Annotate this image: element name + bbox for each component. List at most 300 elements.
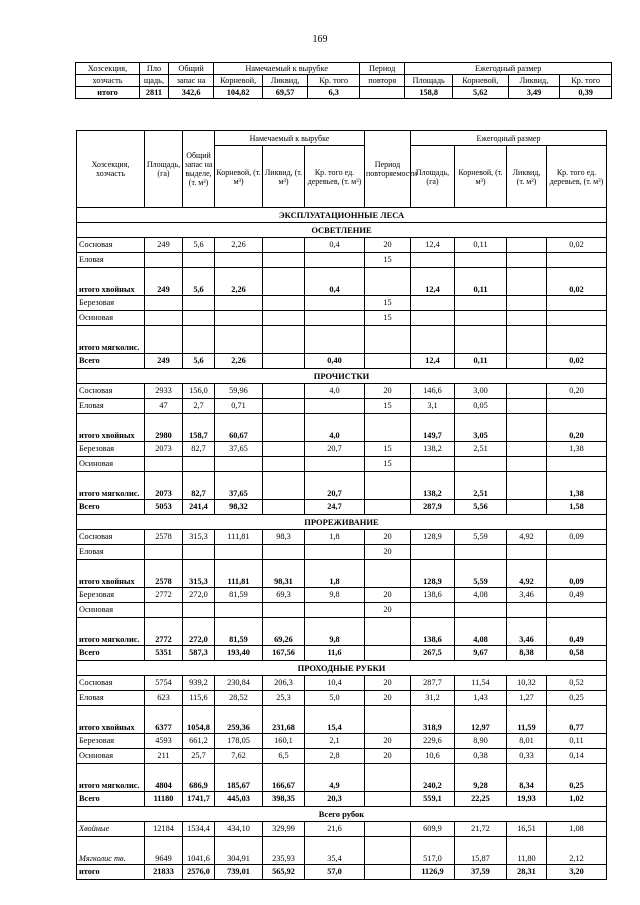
table-cell: 166,67 bbox=[263, 764, 305, 792]
table-cell: 206,3 bbox=[263, 676, 305, 691]
table-cell: 20 bbox=[365, 238, 411, 253]
h-area: Площадь, (га) bbox=[145, 131, 183, 208]
table-cell bbox=[215, 296, 263, 311]
table-cell bbox=[365, 472, 411, 500]
top-h2-single: Кр. того bbox=[308, 75, 360, 87]
table-cell: 2,26 bbox=[215, 354, 263, 369]
table-cell: 25,3 bbox=[263, 691, 305, 706]
table-cell: 0,02 bbox=[547, 238, 607, 253]
table-cell: 12,97 bbox=[455, 706, 507, 734]
section-header-row bbox=[77, 515, 607, 530]
top-h2-period: повторя bbox=[359, 75, 404, 87]
table-cell bbox=[365, 326, 411, 354]
h-total-stock: Общий запас на выделе, (т. м³) bbox=[183, 131, 215, 208]
table-cell: 2,8 bbox=[305, 749, 365, 764]
table-cell: 0,33 bbox=[507, 749, 547, 764]
table-cell bbox=[365, 414, 411, 442]
table-row bbox=[77, 822, 607, 837]
table-cell bbox=[183, 457, 215, 472]
table-cell bbox=[411, 545, 455, 560]
table-cell: 2,51 bbox=[455, 442, 507, 457]
table-cell: 111,81 bbox=[215, 560, 263, 588]
table-cell: 21,72 bbox=[455, 822, 507, 837]
table-cell bbox=[305, 326, 365, 354]
table-cell: 3,00 bbox=[455, 384, 507, 399]
row-label: Березовая bbox=[77, 734, 145, 749]
table-cell bbox=[183, 545, 215, 560]
table-cell bbox=[411, 311, 455, 326]
table-row bbox=[77, 354, 607, 369]
table-cell: 249 bbox=[145, 354, 183, 369]
main-header-row-1 bbox=[77, 131, 607, 146]
row-label: итого мягколис. bbox=[77, 764, 145, 792]
table-cell: 272,0 bbox=[183, 588, 215, 603]
table-cell bbox=[215, 311, 263, 326]
table-cell bbox=[305, 545, 365, 560]
table-cell: 5,6 bbox=[183, 238, 215, 253]
table-row bbox=[77, 837, 607, 865]
table-cell: 1,43 bbox=[455, 691, 507, 706]
table-row bbox=[77, 676, 607, 691]
table-cell: 2578 bbox=[145, 560, 183, 588]
table-cell bbox=[263, 354, 305, 369]
table-cell bbox=[263, 442, 305, 457]
section-header-row bbox=[77, 223, 607, 238]
table-cell: 5,59 bbox=[455, 530, 507, 545]
table-cell bbox=[507, 326, 547, 354]
table-cell: 249 bbox=[145, 238, 183, 253]
table-row bbox=[77, 865, 607, 880]
table-cell bbox=[263, 238, 305, 253]
table-cell: 2073 bbox=[145, 442, 183, 457]
table-cell: 304,91 bbox=[215, 837, 263, 865]
top-h2-hozchast: хозчасть bbox=[76, 75, 140, 87]
table-cell bbox=[263, 296, 305, 311]
table-cell: 20 bbox=[365, 545, 411, 560]
table-cell: 2933 bbox=[145, 384, 183, 399]
table-cell bbox=[547, 603, 607, 618]
row-label: Еловая bbox=[77, 399, 145, 414]
table-cell: 4,0 bbox=[305, 414, 365, 442]
h-annual-area: Площадь, (га) bbox=[411, 146, 455, 208]
section-header-row bbox=[77, 661, 607, 676]
table-cell: 0,49 bbox=[547, 588, 607, 603]
row-label: Еловая bbox=[77, 253, 145, 268]
table-cell: 60,67 bbox=[215, 414, 263, 442]
table-cell bbox=[183, 326, 215, 354]
table-cell: 2578 bbox=[145, 530, 183, 545]
table-cell: 517,0 bbox=[411, 837, 455, 865]
table-cell bbox=[547, 296, 607, 311]
top-total-cell: итого bbox=[76, 87, 140, 99]
table-cell bbox=[183, 311, 215, 326]
table-cell bbox=[455, 603, 507, 618]
table-row bbox=[77, 253, 607, 268]
table-row bbox=[77, 268, 607, 296]
row-label: итого хвойных bbox=[77, 268, 145, 296]
table-row bbox=[77, 706, 607, 734]
table-cell: 1041,6 bbox=[183, 837, 215, 865]
h-liquid: Ликвид, (т. м³) bbox=[263, 146, 305, 208]
table-cell: 15 bbox=[365, 399, 411, 414]
table-cell: 0,52 bbox=[547, 676, 607, 691]
table-cell: 4804 bbox=[145, 764, 183, 792]
top-total-cell: 104,82 bbox=[214, 87, 263, 99]
table-cell: 37,59 bbox=[455, 865, 507, 880]
table-row bbox=[77, 560, 607, 588]
table-cell: 20 bbox=[365, 530, 411, 545]
table-cell: 3,46 bbox=[507, 588, 547, 603]
table-cell bbox=[183, 603, 215, 618]
table-cell bbox=[263, 545, 305, 560]
table-cell bbox=[455, 457, 507, 472]
table-cell bbox=[305, 457, 365, 472]
table-cell bbox=[507, 399, 547, 414]
table-row bbox=[77, 691, 607, 706]
table-cell: 565,92 bbox=[263, 865, 305, 880]
top-h-annual: Ежегодный размер bbox=[405, 63, 612, 75]
table-cell: 2,7 bbox=[183, 399, 215, 414]
forest-harvest-table bbox=[76, 130, 607, 880]
row-label: итого bbox=[77, 865, 145, 880]
table-cell: 0,09 bbox=[547, 530, 607, 545]
table-row bbox=[77, 500, 607, 515]
table-cell: 1534,4 bbox=[183, 822, 215, 837]
table-cell: 235,93 bbox=[263, 837, 305, 865]
table-cell: 193,40 bbox=[215, 646, 263, 661]
table-cell: 158,7 bbox=[183, 414, 215, 442]
h-annual-group: Ежегодный размер bbox=[411, 131, 607, 146]
table-cell bbox=[547, 253, 607, 268]
h-planned-group: Намечаемый к вырубке bbox=[215, 131, 365, 146]
table-cell: 11,59 bbox=[507, 706, 547, 734]
table-row bbox=[77, 749, 607, 764]
table-cell bbox=[365, 792, 411, 807]
table-cell: 2,1 bbox=[305, 734, 365, 749]
table-cell: 0,20 bbox=[547, 414, 607, 442]
table-cell: 0,05 bbox=[455, 399, 507, 414]
table-cell bbox=[507, 442, 547, 457]
table-cell bbox=[507, 311, 547, 326]
table-cell bbox=[507, 457, 547, 472]
table-cell bbox=[547, 311, 607, 326]
table-cell bbox=[305, 603, 365, 618]
table-cell bbox=[547, 326, 607, 354]
table-cell: 3,20 bbox=[547, 865, 607, 880]
table-cell: 5053 bbox=[145, 500, 183, 515]
table-cell bbox=[263, 603, 305, 618]
table-cell: 318,9 bbox=[411, 706, 455, 734]
table-cell: 1,8 bbox=[305, 530, 365, 545]
table-cell: 20 bbox=[365, 384, 411, 399]
table-cell bbox=[305, 296, 365, 311]
table-cell: 20,7 bbox=[305, 472, 365, 500]
table-cell: 1,02 bbox=[547, 792, 607, 807]
table-cell: 15,4 bbox=[305, 706, 365, 734]
table-cell: 287,9 bbox=[411, 500, 455, 515]
table-cell bbox=[365, 764, 411, 792]
table-cell: 146,6 bbox=[411, 384, 455, 399]
row-label: Сосновая bbox=[77, 676, 145, 691]
table-cell: 31,2 bbox=[411, 691, 455, 706]
table-cell bbox=[263, 384, 305, 399]
table-cell: 111,81 bbox=[215, 530, 263, 545]
table-cell bbox=[183, 253, 215, 268]
table-cell: 5,6 bbox=[183, 354, 215, 369]
top-h2-stock: запас на bbox=[168, 75, 213, 87]
row-label: Осиновая bbox=[77, 311, 145, 326]
table-row bbox=[77, 472, 607, 500]
table-cell bbox=[305, 253, 365, 268]
table-cell: 98,3 bbox=[263, 530, 305, 545]
table-cell: 2073 bbox=[145, 472, 183, 500]
table-cell: 11180 bbox=[145, 792, 183, 807]
table-cell: 5,56 bbox=[455, 500, 507, 515]
table-cell: 82,7 bbox=[183, 442, 215, 457]
table-cell: 1,38 bbox=[547, 472, 607, 500]
row-label: Осиновая bbox=[77, 749, 145, 764]
table-cell: 5,59 bbox=[455, 560, 507, 588]
table-cell bbox=[547, 545, 607, 560]
row-label: Всего bbox=[77, 354, 145, 369]
table-row bbox=[77, 384, 607, 399]
table-cell: 8,38 bbox=[507, 646, 547, 661]
table-cell bbox=[507, 238, 547, 253]
table-cell bbox=[507, 296, 547, 311]
table-cell: 0,02 bbox=[547, 354, 607, 369]
h-annual-root: Корневой, (т. м³) bbox=[455, 146, 507, 208]
table-cell: 272,0 bbox=[183, 618, 215, 646]
table-cell: 47 bbox=[145, 399, 183, 414]
table-cell bbox=[145, 603, 183, 618]
table-cell bbox=[365, 706, 411, 734]
top-total-cell: 3,49 bbox=[508, 87, 560, 99]
table-cell: 167,56 bbox=[263, 646, 305, 661]
table-cell bbox=[411, 296, 455, 311]
table-cell: 4,92 bbox=[507, 530, 547, 545]
row-label: Мягколис тв. bbox=[77, 837, 145, 865]
table-cell: 20 bbox=[365, 588, 411, 603]
continuation-table bbox=[75, 62, 612, 99]
table-cell: 1741,7 bbox=[183, 792, 215, 807]
table-cell: 2772 bbox=[145, 588, 183, 603]
table-cell: 9,67 bbox=[455, 646, 507, 661]
row-label: итого хвойных bbox=[77, 560, 145, 588]
table-cell bbox=[507, 268, 547, 296]
table-cell: 20 bbox=[365, 676, 411, 691]
table-cell bbox=[455, 545, 507, 560]
table-cell: 0,20 bbox=[547, 384, 607, 399]
row-label: Осиновая bbox=[77, 457, 145, 472]
top-h-area: Пло bbox=[140, 63, 169, 75]
table-cell: 0,4 bbox=[305, 268, 365, 296]
h-annual-single: Кр. того ед. деревьев, (т. м³) bbox=[547, 146, 607, 208]
table-cell: 5754 bbox=[145, 676, 183, 691]
table-cell: 0,09 bbox=[547, 560, 607, 588]
table-row bbox=[77, 442, 607, 457]
section-title: ПРОХОДНЫЕ РУБКИ bbox=[77, 661, 607, 676]
table-cell bbox=[411, 326, 455, 354]
table-cell: 2772 bbox=[145, 618, 183, 646]
table-cell: 686,9 bbox=[183, 764, 215, 792]
table-cell bbox=[263, 268, 305, 296]
table-cell bbox=[263, 326, 305, 354]
table-cell: 156,0 bbox=[183, 384, 215, 399]
table-cell bbox=[507, 414, 547, 442]
table-cell bbox=[365, 500, 411, 515]
table-cell: 98,32 bbox=[215, 500, 263, 515]
table-cell: 81,59 bbox=[215, 588, 263, 603]
table-cell: 20 bbox=[365, 691, 411, 706]
table-cell: 2980 bbox=[145, 414, 183, 442]
row-label: Всего bbox=[77, 646, 145, 661]
table-cell bbox=[365, 837, 411, 865]
table-cell: 0,4 bbox=[305, 238, 365, 253]
section-title: ПРОРЕЖИВАНИЕ bbox=[77, 515, 607, 530]
table-row bbox=[77, 792, 607, 807]
table-cell bbox=[507, 603, 547, 618]
table-cell: 138,2 bbox=[411, 442, 455, 457]
top-header-row-2 bbox=[76, 75, 612, 87]
table-cell: 12,4 bbox=[411, 238, 455, 253]
table-cell: 20 bbox=[365, 603, 411, 618]
table-cell: 1,08 bbox=[547, 822, 607, 837]
table-cell: 12,4 bbox=[411, 354, 455, 369]
table-cell: 20 bbox=[365, 734, 411, 749]
table-row bbox=[77, 457, 607, 472]
top-header-row-1 bbox=[76, 63, 612, 75]
table-cell: 287,7 bbox=[411, 676, 455, 691]
table-cell: 315,3 bbox=[183, 530, 215, 545]
table-cell: 231,68 bbox=[263, 706, 305, 734]
row-label: Сосновая bbox=[77, 238, 145, 253]
table-cell: 11,54 bbox=[455, 676, 507, 691]
table-cell: 149,7 bbox=[411, 414, 455, 442]
table-cell: 138,6 bbox=[411, 618, 455, 646]
category-row bbox=[77, 208, 607, 223]
h-root-volume: Корневой, (т. м³) bbox=[215, 146, 263, 208]
table-cell: 0,25 bbox=[547, 764, 607, 792]
top-total-cell: 2811 bbox=[140, 87, 169, 99]
row-label: Еловая bbox=[77, 545, 145, 560]
table-cell: 661,2 bbox=[183, 734, 215, 749]
table-row bbox=[77, 646, 607, 661]
table-row bbox=[77, 399, 607, 414]
table-row bbox=[77, 311, 607, 326]
table-cell bbox=[455, 253, 507, 268]
table-cell: 1126,9 bbox=[411, 865, 455, 880]
table-cell: 28,31 bbox=[507, 865, 547, 880]
table-cell: 160,1 bbox=[263, 734, 305, 749]
row-label: итого мягколис. bbox=[77, 326, 145, 354]
table-cell: 2,26 bbox=[215, 268, 263, 296]
table-cell: 1,27 bbox=[507, 691, 547, 706]
section-header-row bbox=[77, 369, 607, 384]
table-row bbox=[77, 603, 607, 618]
table-cell: 1,8 bbox=[305, 560, 365, 588]
table-row bbox=[77, 618, 607, 646]
table-cell bbox=[507, 472, 547, 500]
section-header-row bbox=[77, 807, 607, 822]
table-cell bbox=[547, 457, 607, 472]
table-cell: 939,2 bbox=[183, 676, 215, 691]
table-cell: 15,87 bbox=[455, 837, 507, 865]
table-cell: 4,08 bbox=[455, 618, 507, 646]
table-cell: 10,4 bbox=[305, 676, 365, 691]
table-cell: 6377 bbox=[145, 706, 183, 734]
table-cell bbox=[411, 457, 455, 472]
section-title: Всего рубок bbox=[77, 807, 607, 822]
table-cell bbox=[263, 500, 305, 515]
table-cell bbox=[305, 311, 365, 326]
top-total-cell: 0,39 bbox=[560, 87, 612, 99]
h-period: Период повторяемости bbox=[365, 131, 411, 208]
top-total-cell bbox=[359, 87, 404, 99]
table-cell bbox=[365, 354, 411, 369]
table-cell: 3,05 bbox=[455, 414, 507, 442]
table-cell: 0,49 bbox=[547, 618, 607, 646]
table-cell: 128,9 bbox=[411, 530, 455, 545]
table-cell bbox=[263, 414, 305, 442]
table-row bbox=[77, 764, 607, 792]
table-cell: 10,6 bbox=[411, 749, 455, 764]
table-cell: 4593 bbox=[145, 734, 183, 749]
row-label: Всего bbox=[77, 792, 145, 807]
table-cell bbox=[365, 268, 411, 296]
table-cell bbox=[455, 326, 507, 354]
table-cell: 12184 bbox=[145, 822, 183, 837]
row-label: итого мягколис. bbox=[77, 472, 145, 500]
table-cell: 2,12 bbox=[547, 837, 607, 865]
table-cell: 128,9 bbox=[411, 560, 455, 588]
table-cell: 267,5 bbox=[411, 646, 455, 661]
table-cell: 5,0 bbox=[305, 691, 365, 706]
table-cell bbox=[145, 253, 183, 268]
table-cell bbox=[507, 384, 547, 399]
table-cell: 398,35 bbox=[263, 792, 305, 807]
table-cell: 8,01 bbox=[507, 734, 547, 749]
row-label: Березовая bbox=[77, 588, 145, 603]
table-cell bbox=[263, 311, 305, 326]
table-cell bbox=[145, 545, 183, 560]
table-cell: 0,71 bbox=[215, 399, 263, 414]
table-cell: 21833 bbox=[145, 865, 183, 880]
table-cell: 10,32 bbox=[507, 676, 547, 691]
table-row bbox=[77, 238, 607, 253]
table-row bbox=[77, 296, 607, 311]
table-cell: 4,0 bbox=[305, 384, 365, 399]
table-cell: 6,5 bbox=[263, 749, 305, 764]
table-cell: 37,65 bbox=[215, 442, 263, 457]
table-cell: 12,4 bbox=[411, 268, 455, 296]
table-cell: 11,6 bbox=[305, 646, 365, 661]
top-total-cell: 342,6 bbox=[168, 87, 213, 99]
top-h-hozsection: Хозсекция, bbox=[76, 63, 140, 75]
table-cell: 9,8 bbox=[305, 618, 365, 646]
table-cell: 1,58 bbox=[547, 500, 607, 515]
table-cell: 329,99 bbox=[263, 822, 305, 837]
table-cell: 28,52 bbox=[215, 691, 263, 706]
top-h2-root: Корневой, bbox=[214, 75, 263, 87]
table-cell: 0,38 bbox=[455, 749, 507, 764]
section-title: ОСВЕТЛЕНИЕ bbox=[77, 223, 607, 238]
table-cell bbox=[215, 457, 263, 472]
row-label: Сосновая bbox=[77, 384, 145, 399]
table-cell: 20,7 bbox=[305, 442, 365, 457]
row-label: Березовая bbox=[77, 296, 145, 311]
table-cell: 609,9 bbox=[411, 822, 455, 837]
table-cell: 15 bbox=[365, 296, 411, 311]
